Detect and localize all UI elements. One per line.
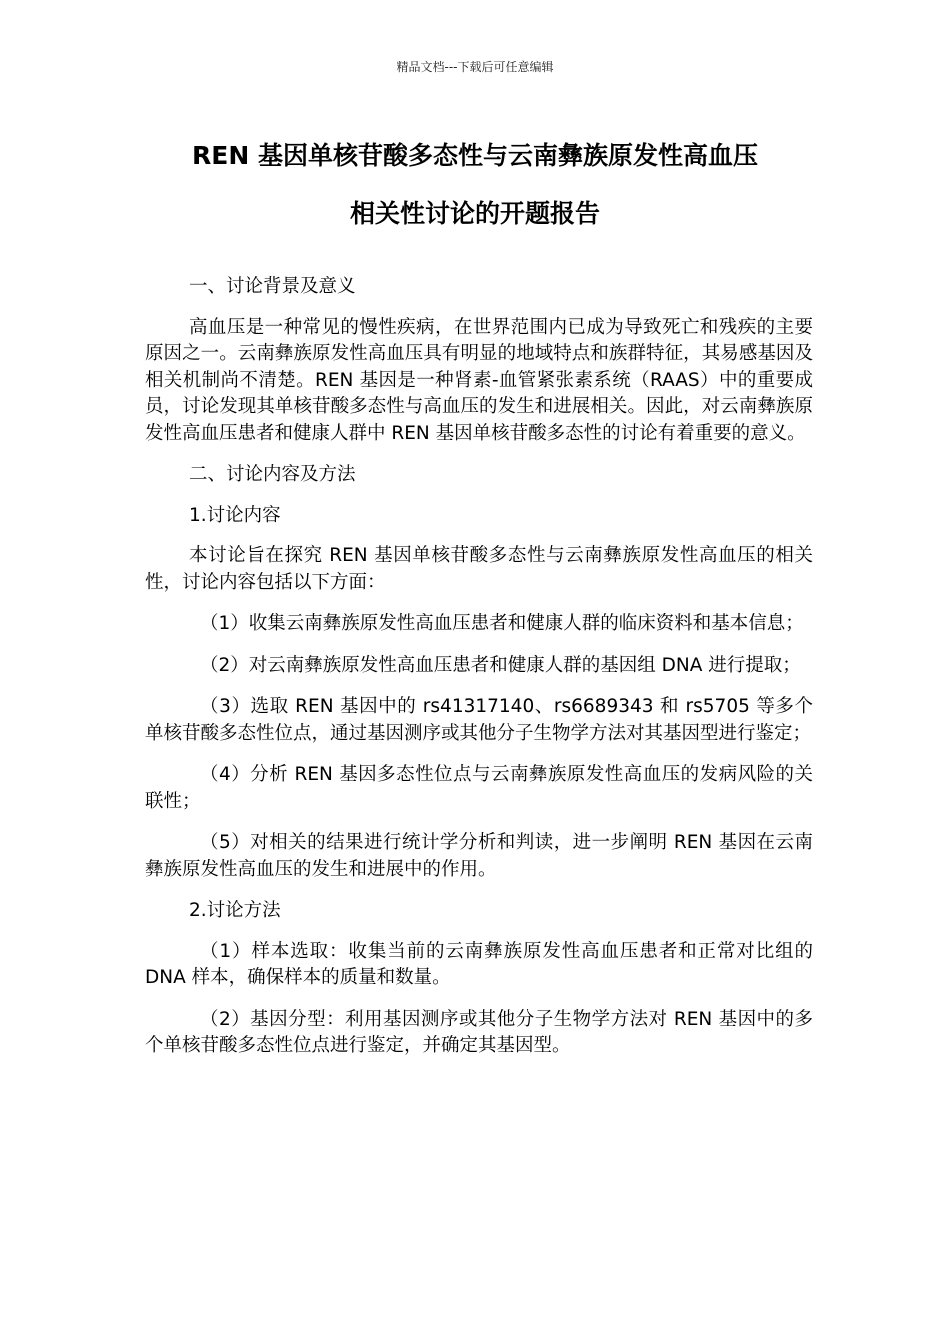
subsection-content-intro: 本讨论旨在探究 REN 基因单核苷酸多态性与云南彝族原发性高血压的相关性，讨论内容包括以下方面： [145,545,813,593]
subsection-method-heading: 2.讨论方法 [189,900,281,921]
section-1-paragraph: 高血压是一种常见的慢性疾病，在世界范围内已成为导致死亡和残疾的主要原因之一。云南彝族原发性高血压具有明显的地域特点和族群特征，其易感基因及相关机制尚不清楚。REN 基因是一种肾素-血管紧张素系统（RAAS）中的重要成员，讨论发现其单核苷酸多态性与高血压的发生和进展相关。因此，对云南彝族原发性高血压患者和健康人群中 REN 基因单核苷酸多态性的讨论有着重要的意义。 [145,316,813,444]
section-2-heading: 二、讨论内容及方法 [189,464,356,485]
method-item-2: （2）基因分型：利用基因测序或其他分子生物学方法对 REN 基因中的多个单核苷酸多态性位点进行鉴定，并确定其基因型。 [145,1008,813,1056]
document-title-line-1: REN 基因单核苷酸多态性与云南彝族原发性高血压 [192,141,758,170]
document-body [145,274,813,1075]
content-item-5: （5）对相关的结果进行统计学分析和判读，进一步阐明 REN 基因在云南彝族原发性高血压的发生和进展中的作用。 [145,832,813,880]
content-item-1: （1）收集云南彝族原发性高血压患者和健康人群的临床资料和基本信息； [200,613,804,634]
method-item-1: （1）样本选取：收集当前的云南彝族原发性高血压患者和正常对比组的 DNA 样本，确保样本的质量和数量。 [145,940,813,988]
page-header: 精品文档---下载后可任意编辑 [396,60,554,74]
content-item-3: （3）选取 REN 基因中的 rs41317140、rs6689343 和 rs5705 等多个单核苷酸多态性位点，通过基因测序或其他分子生物学方法对其基因型进行鉴定； [145,696,813,744]
document-title-line-2: 相关性讨论的开题报告 [349,199,600,228]
section-1-heading: 一、讨论背景及意义 [189,276,356,297]
subsection-content-heading: 1.讨论内容 [189,504,281,526]
content-item-2: （2）对云南彝族原发性高血压患者和健康人群的基因组 DNA 进行提取； [200,654,801,676]
content-item-4: （4）分析 REN 基因多态性位点与云南彝族原发性高血压的发病风险的关联性； [145,764,813,812]
